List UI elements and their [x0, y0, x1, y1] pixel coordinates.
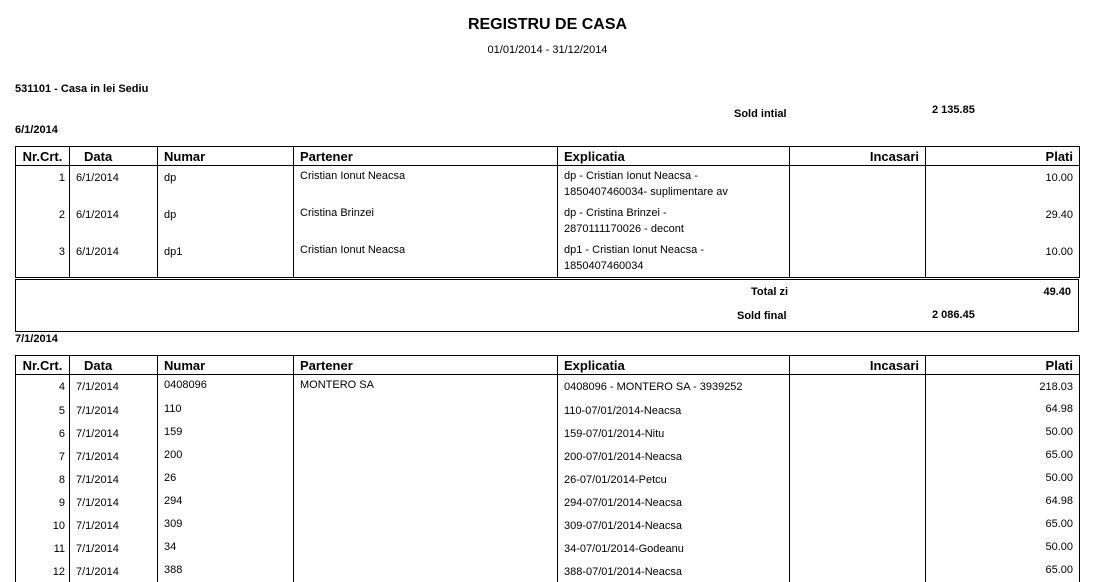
table-row: [16, 536, 1080, 559]
col-partener: Partener: [294, 356, 558, 375]
col-numar: Numar: [158, 356, 294, 375]
day1-table: [15, 146, 1080, 278]
day-total-value: 49.40: [1043, 286, 1071, 298]
row-payments: 50.00: [926, 467, 1080, 490]
row-receipts: [790, 490, 926, 513]
table-row: [16, 559, 1080, 582]
row-date: 7/1/2014: [70, 375, 158, 398]
col-numar: Numar: [158, 147, 294, 166]
row-doc-number: 309: [158, 513, 294, 536]
row-payments: 10.00: [926, 166, 1080, 203]
row-partner: [294, 444, 558, 467]
row-number: 9: [16, 490, 70, 513]
opening-balance-label: Sold intial: [734, 108, 787, 120]
row-partner: Cristian Ionut Neacsa: [294, 166, 558, 203]
row-date: 7/1/2014: [70, 490, 158, 513]
col-data: Data: [70, 356, 158, 375]
row-number: 3: [16, 240, 70, 278]
day1-totals-box: [15, 279, 1079, 332]
row-number: 2: [16, 203, 70, 240]
table-row: [16, 398, 1080, 421]
row-receipts: [790, 203, 926, 240]
row-payments: 10.00: [926, 240, 1080, 278]
row-number: 1: [16, 166, 70, 203]
closing-balance-value: 2 086.45: [932, 309, 975, 321]
table-row: [16, 444, 1080, 467]
row-explanation-line: dp1 - Cristian Ionut Neacsa -: [564, 243, 705, 256]
col-plati: Plati: [926, 356, 1080, 375]
row-partner: [294, 490, 558, 513]
account-name: 531101 - Casa in lei Sediu: [15, 83, 149, 95]
row-doc-number: 34: [158, 536, 294, 559]
col-plati: Plati: [926, 147, 1080, 166]
row-payments: 50.00: [926, 421, 1080, 444]
row-doc-number: 159: [158, 421, 294, 444]
row-explanation: 110-07/01/2014-Neacsa: [558, 398, 790, 421]
row-doc-number: dp1: [158, 240, 294, 278]
row-receipts: [790, 398, 926, 421]
col-incasari: Incasari: [790, 356, 926, 375]
row-receipts: [790, 513, 926, 536]
row-partner: Cristina Brinzei: [294, 203, 558, 240]
opening-balance-value: 2 135.85: [932, 104, 975, 116]
row-date: 6/1/2014: [70, 203, 158, 240]
row-payments: 65.00: [926, 559, 1080, 582]
row-partner: MONTERO SA: [294, 375, 558, 398]
row-number: 10: [16, 513, 70, 536]
row-number: 5: [16, 398, 70, 421]
table-row: [16, 467, 1080, 490]
row-explanation: 159-07/01/2014-Nitu: [558, 421, 790, 444]
row-partner: [294, 398, 558, 421]
row-number: 4: [16, 375, 70, 398]
row-receipts: [790, 375, 926, 398]
row-explanation-line: 2870111170026 - decont: [564, 222, 684, 235]
row-doc-number: 200: [158, 444, 294, 467]
row-partner: Cristian Ionut Neacsa: [294, 240, 558, 278]
table-row: [16, 490, 1080, 513]
day-total-label: Total zi: [751, 286, 789, 298]
table-row: [16, 513, 1080, 536]
table-row: [16, 166, 1080, 203]
row-explanation-line: dp - Cristina Brinzei -: [564, 206, 667, 219]
row-number: 12: [16, 559, 70, 582]
row-explanation: [558, 166, 790, 203]
row-doc-number: dp: [158, 166, 294, 203]
col-partener: Partener: [294, 147, 558, 166]
row-explanation: 200-07/01/2014-Neacsa: [558, 444, 790, 467]
row-explanation: [558, 240, 790, 278]
row-doc-number: 388: [158, 559, 294, 582]
table-row: [16, 375, 1080, 398]
row-date: 7/1/2014: [70, 398, 158, 421]
col-data: Data: [70, 147, 158, 166]
row-number: 11: [16, 536, 70, 559]
closing-balance-label: Sold final: [737, 310, 787, 322]
row-date: 7/1/2014: [70, 421, 158, 444]
row-payments: 29.40: [926, 203, 1080, 240]
row-receipts: [790, 421, 926, 444]
col-incasari: Incasari: [790, 147, 926, 166]
row-number: 7: [16, 444, 70, 467]
row-date: 7/1/2014: [70, 444, 158, 467]
row-explanation-line: 1850407460034: [564, 259, 644, 272]
row-payments: 64.98: [926, 490, 1080, 513]
row-partner: [294, 421, 558, 444]
col-explicatia: Explicatia: [558, 356, 790, 375]
table-row: [16, 240, 1080, 278]
row-explanation: 388-07/01/2014-Neacsa: [558, 559, 790, 582]
col-nr: Nr.Crt.: [16, 147, 70, 166]
row-date: 7/1/2014: [70, 559, 158, 582]
day-header-2: 7/1/2014: [15, 333, 58, 345]
row-payments: 65.00: [926, 513, 1080, 536]
row-payments: 218.03: [926, 375, 1080, 398]
day2-table: [15, 355, 1080, 582]
row-payments: 50.00: [926, 536, 1080, 559]
row-explanation: 294-07/01/2014-Neacsa: [558, 490, 790, 513]
row-doc-number: dp: [158, 203, 294, 240]
row-receipts: [790, 166, 926, 203]
col-explicatia: Explicatia: [558, 147, 790, 166]
row-number: 6: [16, 421, 70, 444]
row-receipts: [790, 467, 926, 490]
row-receipts: [790, 240, 926, 278]
row-explanation: 309-07/01/2014-Neacsa: [558, 513, 790, 536]
row-explanation: 34-07/01/2014-Godeanu: [558, 536, 790, 559]
report-period: 01/01/2014 - 31/12/2014: [487, 44, 608, 56]
row-receipts: [790, 444, 926, 467]
row-explanation: 26-07/01/2014-Petcu: [558, 467, 790, 490]
row-date: 7/1/2014: [70, 513, 158, 536]
row-partner: [294, 536, 558, 559]
col-nr: Nr.Crt.: [16, 356, 70, 375]
row-number: 8: [16, 467, 70, 490]
row-doc-number: 0408096: [158, 375, 294, 398]
row-date: 6/1/2014: [70, 240, 158, 278]
row-date: 6/1/2014: [70, 166, 158, 203]
row-explanation: 0408096 - MONTERO SA - 3939252: [558, 375, 790, 398]
row-receipts: [790, 559, 926, 582]
row-partner: [294, 513, 558, 536]
report-title: REGISTRU DE CASA: [467, 16, 628, 33]
table-row: [16, 421, 1080, 444]
row-explanation-line: dp - Cristian Ionut Neacsa -: [564, 170, 698, 182]
row-explanation-line: 1850407460034- suplimentare av: [564, 186, 728, 198]
row-doc-number: 110: [158, 398, 294, 421]
row-date: 7/1/2014: [70, 536, 158, 559]
row-explanation: [558, 203, 790, 240]
row-payments: 64.98: [926, 398, 1080, 421]
row-partner: [294, 467, 558, 490]
row-doc-number: 26: [158, 467, 294, 490]
row-date: 7/1/2014: [70, 467, 158, 490]
table-row: [16, 203, 1080, 240]
day-header-1: 6/1/2014: [15, 124, 58, 136]
row-receipts: [790, 536, 926, 559]
row-doc-number: 294: [158, 490, 294, 513]
row-payments: 65.00: [926, 444, 1080, 467]
row-partner: [294, 559, 558, 582]
